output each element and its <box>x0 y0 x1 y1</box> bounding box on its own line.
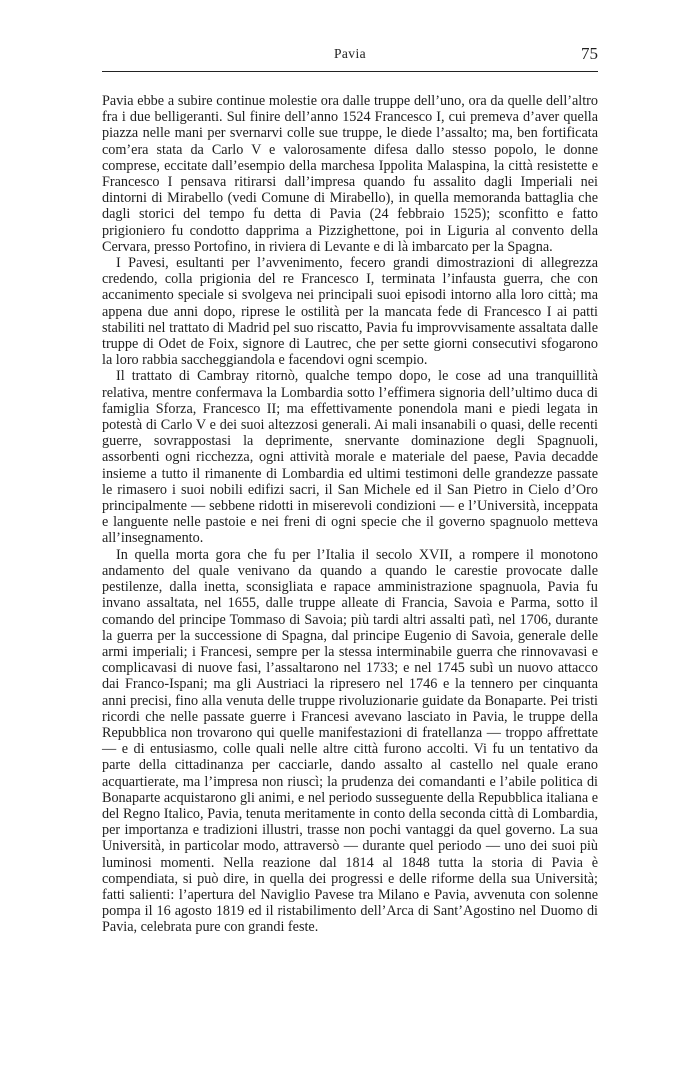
running-head-title: Pavia <box>334 46 366 61</box>
header-rule <box>102 71 598 72</box>
paragraph: In quella morta gora che fu per l’Italia il secolo XVII, a rompere il monotono andamento del quale venivano da quando a quando le carestie provocate dalle pestilenze, dalla inetta, sconsigliata e rapace amministrazione spagnuola, Pavia fu invano assaltata, nel 1655, dalle truppe alleate di Francia, Savoia e Parma, sotto il comando del principe Tommaso di Savoia; più tardi altri assalti patì, nel 1706, durante la guerra per la successione di Spagna, dal principe Eugenio di Savoia, generale delle armi imperiali; i Francesi, sempre per la stessa interminabile guerra che rinnovavasi e complicavasi di nuove fasi, l’assaltarono nel 1733; e nel 1745 subì un nuovo attacco dai Franco-Ispani; ma gli Austriaci la ripresero nel 1746 e la tennero per cinquanta anni precisi, fino alla venuta delle truppe rivoluzionarie guidate da Bonaparte. Pei tristi ricordi che nelle passate guerre i Francesi avevano lasciato in Pavia, le truppe della Repubblica non trovarono qui quelle manifestazioni di fratellanza — troppo affrettate — e di entusiasmo, colle quali nelle altre città furono accolti. Vi fu un tentativo da parte della cittadinanza per cacciarle, dando assalto al castello nel quale erano acquartierate, ma l’impresa non riuscì; la prudenza dei comandanti e l’abile politica di Bonaparte acquistarono gli animi, e nel periodo susseguente della Repubblica italiana e del Regno Italico, Pavia, tenuta meritamente in conto della seconda città di Lombardia, per importanza e tradizioni illustri, trasse non pochi vantaggi da quel governo. La sua Università, in particolar modo, attraversò — durante quel periodo — uno dei suoi più luminosi momenti. Nella reazione dal 1814 al 1848 tutta la storia di Pavia è compendiata, si può dire, in quella dei progressi e delle riforme della sua Università; fatti salienti: l’apertura del Naviglio Pavese tra Milano e Pavia, avvenuta con solenne pompa il 16 agosto 1819 ed il ristabilimento dell’Arca di Sant’Agostino nel Duomo di Pavia, celebrata pure con grandi feste. <box>102 546 598 936</box>
running-head <box>102 44 598 68</box>
paragraph: Pavia ebbe a subire continue molestie ora dalle truppe dell’uno, ora da quelle dell’altro fra i due belligeranti. Sul finire dell’anno 1524 Francesco I, cui premeva d’aver quella piazza nelle mani per svernarvi colle sue truppe, le diede l’assalto; ma, ben fortificata com’era stata da Carlo V e valorosamente difesa dallo stesso popolo, le donne comprese, eccitate dall’esempio della marchesa Ippolita Malaspina, la città resistette e Francesco I pensava ritirarsi dall’impresa quando fu assalito dagli Imperiali nei dintorni di Mirabello (vedi Comune di Mirabello), in quella memoranda battaglia che dagli storici del tempo fu detta di Pavia (24 febbraio 1525); sconfitto e fatto prigioniero fu condotto dapprima a Pizzighettone, poi in Liguria al convento della Cervara, presso Portofino, in riviera di Levante e di là imbarcato per la Spagna. <box>102 93 598 255</box>
body-text <box>102 93 598 936</box>
page-number: 75 <box>581 44 598 63</box>
paragraph: Il trattato di Cambray ritornò, qualche tempo dopo, le cose ad una tranquillità relativa, mentre confermava la Lombardia sotto l’effimera signoria dell’ultimo duca di famiglia Sforza, Francesco II; ma effettivamente ponendola mani e piedi legata in potestà di Carlo V e dei suoi altezzosi generali. Ai mali insanabili o quasi, delle recenti guerre, sovrappostasi la deprimente, snervante dominazione degli Spagnuoli, assorbenti ogni ricchezza, ogni attività morale e materiale del paese, Pavia decadde insieme a tutto il rimanente di Lombardia ed ultimi testimoni delle grandezze passate le rimasero i suoi nobili edifizi sacri, il San Michele ed il San Pietro in Cielo d’Oro principalmente — sebbene ridotti in miserevoli condizioni — e l’Università, inceppata e languente nelle pastoie e nei freni di ogni specie che il governo spagnuolo metteva all’insegnamento. <box>102 368 598 547</box>
paragraph: I Pavesi, esultanti per l’avvenimento, fecero grandi dimostrazioni di allegrezza credendo, colla prigionia del re Francesco I, terminata l’infausta guerra, che con accanimento speciale si svolgeva nei principali suoi episodi intorno alla loro città; ma appena due anni dopo, riprese le ostilità per la mancata fede di Francesco I ai patti stabiliti nel trattato di Madrid pel suo riscatto, Pavia fu improvvisamente assaltata dalle truppe di Odet de Foix, signore di Lautrec, che per sette giorni consecutivi sfogarono la loro rabbia saccheggiandola e facendovi ogni scempio. <box>102 255 598 369</box>
